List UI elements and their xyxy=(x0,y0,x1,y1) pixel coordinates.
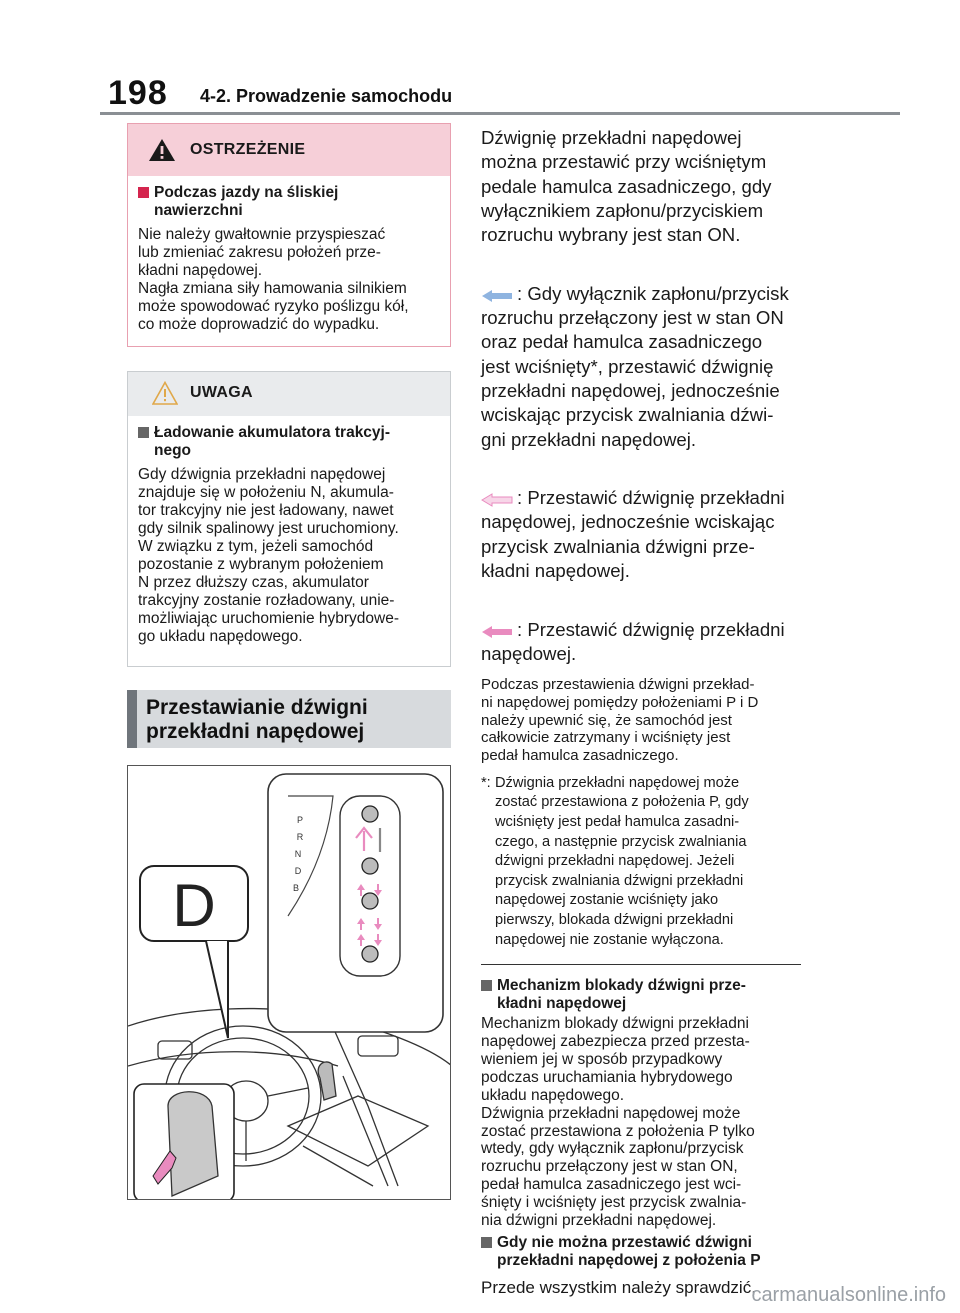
arrow-3-text: : Przestawić dźwignię przekładni napędowej. xyxy=(481,618,785,664)
warning-text: Nie należy gwałtownie przyspieszać lub zmieniać zakresu położeń prze- kładni napędowej. Nagła zmiana siły hamowania silnikiem może spowodować ryzyko poślizgu kół, co może doprowadzić do wypadku. xyxy=(138,226,409,333)
arrow-instruction-2 xyxy=(481,462,811,583)
page-number: 198 xyxy=(108,74,168,112)
arrow-2-text: : Przestawić dźwignię przekładni napędowej, jednocześnie wciskając przycisk zwalniania dźwigni prze- kładni napędowej. xyxy=(481,487,785,582)
notice-subheading xyxy=(138,424,440,460)
cannot-shift-subheading xyxy=(481,1234,811,1270)
pink-outline-arrow-icon xyxy=(481,493,513,507)
warning-subheading-text: Podczas jazdy na śliskiej nawierzchni xyxy=(154,184,339,219)
notice-title: UWAGA xyxy=(190,384,253,401)
warning-box xyxy=(127,123,451,347)
gate-label-p: P xyxy=(296,815,304,825)
pink-arrow-icon xyxy=(481,625,513,639)
gate-label-r: R xyxy=(296,832,304,842)
cabin-drawing xyxy=(128,766,451,1200)
notice-triangle-icon xyxy=(152,381,178,405)
bullet-square-icon xyxy=(138,187,149,198)
footnote xyxy=(481,774,811,950)
lock-subheading-text: Mechanizm blokady dźwigni prze- kładni napędowej xyxy=(497,977,746,1013)
warning-header xyxy=(128,124,450,176)
lock-text: Mechanizm blokady dźwigni przekładni napędowej zabezpiecza przed przesta- wieniem jej w sposób przypadkowy podczas uruchamiania hybrydowego układu napędowego. Dźwignia przekładni napędowej może zostać przestawiona z położenia P tylko wtedy, gdy wyłącznik zapłonu/przycisk rozruchu przełączony jest w stan ON, pedał hamulca zasadniczego jest wci- śnięty i wciśnięty jest przycisk zwalnia- nia dźwigni przekładni napędowej. xyxy=(481,1015,755,1230)
notice-text: Gdy dźwignia przekładni napędowej znajduje się w położeniu N, akumula- tor trakcyjny nie jest ładowany, nawet gdy silnik spalinowy jest uruchomiony. W związku z tym, jeżeli samochód pozostanie z wybranym położeniem N przez dłuższy czas, akumulator trakcyjny zostanie rozładowany, unie- możliwiając uruchomienie hybrydowe- go układu napędowego. xyxy=(138,466,400,645)
cannot-shift-subheading-text: Gdy nie można przestawić dźwigni przekładni napędowej z położenia P xyxy=(497,1233,761,1269)
bullet-square-icon xyxy=(481,980,492,991)
gate-label-d: D xyxy=(294,866,302,876)
divider xyxy=(481,964,801,965)
gate-label-b: B xyxy=(292,883,300,893)
lock-subheading xyxy=(481,977,811,1013)
footnote-mark: *: xyxy=(481,774,491,791)
notice-subheading-text: Ładowanie akumulatora trakcyj- nego xyxy=(154,424,391,459)
watermark: carmanualsonline.info xyxy=(751,1284,946,1306)
callout-letter: D xyxy=(172,872,216,939)
section-title: 4-2. Prowadzenie samochodu xyxy=(200,86,453,106)
blue-arrow-icon xyxy=(481,289,513,303)
warning-triangle-icon xyxy=(148,138,176,162)
notice-header xyxy=(128,372,450,416)
cannot-shift-text: Przede wszystkim należy sprawdzić, xyxy=(481,1277,756,1297)
stop-note: Podczas przestawienia dźwigni przekład- ni napędowej pomiędzy położeniami P i D należy upewnić się, że samochód jest całkowicie zatrzymany i wciśnięty jest pedał hamulca zasadniczego. xyxy=(481,676,759,765)
arrow-instruction-3 xyxy=(481,593,811,666)
gate-label-n: N xyxy=(294,849,302,859)
notice-box xyxy=(127,371,451,667)
arrow-instruction-1 xyxy=(481,257,811,451)
section-heading: Przestawianie dźwigni przekładni napędowej xyxy=(127,690,451,748)
warning-title: OSTRZEŻENIE xyxy=(190,141,306,158)
shift-lever-illustration xyxy=(127,765,451,1200)
bullet-square-icon xyxy=(138,427,149,438)
right-column xyxy=(481,126,811,1300)
header-rule xyxy=(100,112,900,115)
bullet-square-icon xyxy=(481,1237,492,1248)
warning-subheading xyxy=(138,184,440,220)
page-header xyxy=(0,0,960,120)
footnote-text: Dźwignia przekładni napędowej może zostać przestawiona z położenia P, gdy wciśnięty jest pedał hamulca zasadni- czego, a następnie przycisk zwalniania dźwigni przekładni napędowej. Jeżeli przycisk zwalniania dźwigni przekładni napędowej zostanie wciśnięty jako pierwszy, blokada dźwigni przekładni napędowej nie zostanie wyłączona. xyxy=(495,774,749,948)
arrow-1-text: : Gdy wyłącznik zapłonu/przycisk rozruchu przełączony jest w stan ON oraz pedał hamulca zasadniczego jest wciśnięty*, przestawić dźwignię przekładni napędowej, jednocześnie wciskając przycisk zwalniania dźwi- gni przekładni napędowej. xyxy=(481,282,789,450)
intro-paragraph: Dźwignię przekładni napędowej można przestawić przy wciśniętym pedale hamulca zasadniczego, gdy wyłącznikiem zapłonu/przyciskiem rozruchu wybrany jest stan ON. xyxy=(481,127,772,246)
